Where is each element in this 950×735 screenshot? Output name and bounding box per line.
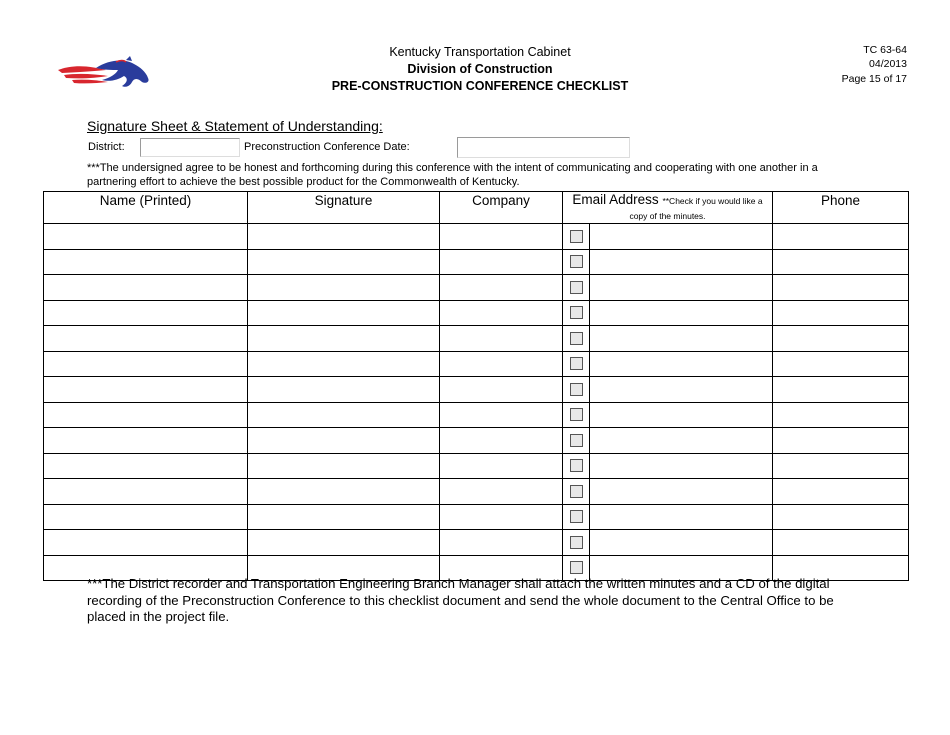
table-row: [44, 351, 909, 377]
table-row: [44, 428, 909, 454]
name-cell[interactable]: [44, 402, 248, 428]
signature-cell[interactable]: [248, 504, 440, 530]
email-cell[interactable]: [590, 504, 773, 530]
phone-cell[interactable]: [773, 453, 909, 479]
copy-minutes-checkbox[interactable]: [570, 306, 583, 319]
name-cell[interactable]: [44, 530, 248, 556]
table-row: [44, 249, 909, 275]
table-row: [44, 479, 909, 505]
copy-minutes-checkbox-cell: [563, 453, 590, 479]
copy-minutes-checkbox-cell: [563, 275, 590, 301]
copy-minutes-checkbox-cell: [563, 300, 590, 326]
copy-minutes-checkbox[interactable]: [570, 434, 583, 447]
company-cell[interactable]: [440, 275, 563, 301]
agreement-statement: ***The undersigned agree to be honest and forthcoming during this conference with the intent of communicating and cooperating with one another in a partnering effort to achieve the best possible product for the Commonwealth of Kentucky.: [87, 162, 818, 188]
email-header-note: **Check if you would like a copy of the minutes.: [629, 196, 763, 221]
division-name: Division of Construction: [407, 62, 553, 76]
name-cell[interactable]: [44, 504, 248, 530]
name-cell[interactable]: [44, 351, 248, 377]
name-cell[interactable]: [44, 224, 248, 250]
signature-cell[interactable]: [248, 428, 440, 454]
table-row: [44, 224, 909, 250]
signature-cell[interactable]: [248, 326, 440, 352]
table-row: [44, 275, 909, 301]
district-label: District:: [88, 141, 125, 153]
name-cell[interactable]: [44, 479, 248, 505]
column-header-phone: Phone: [773, 192, 909, 224]
signature-cell[interactable]: [248, 275, 440, 301]
signature-cell[interactable]: [248, 377, 440, 403]
table-row: [44, 300, 909, 326]
name-cell[interactable]: [44, 326, 248, 352]
phone-cell[interactable]: [773, 530, 909, 556]
phone-cell[interactable]: [773, 479, 909, 505]
phone-cell[interactable]: [773, 326, 909, 352]
email-cell[interactable]: [590, 402, 773, 428]
company-cell[interactable]: [440, 402, 563, 428]
agency-name: Kentucky Transportation Cabinet: [389, 45, 571, 59]
copy-minutes-checkbox[interactable]: [570, 485, 583, 498]
table-row: [44, 326, 909, 352]
conference-date-input[interactable]: [457, 137, 630, 158]
email-cell[interactable]: [590, 275, 773, 301]
email-cell[interactable]: [590, 249, 773, 275]
copy-minutes-checkbox[interactable]: [570, 230, 583, 243]
signature-cell[interactable]: [248, 453, 440, 479]
copy-minutes-checkbox-cell: [563, 224, 590, 250]
phone-cell[interactable]: [773, 275, 909, 301]
name-cell[interactable]: [44, 249, 248, 275]
company-cell[interactable]: [440, 479, 563, 505]
kytc-logo-icon: [56, 56, 154, 92]
company-cell[interactable]: [440, 428, 563, 454]
phone-cell[interactable]: [773, 402, 909, 428]
copy-minutes-checkbox[interactable]: [570, 561, 583, 574]
copy-minutes-checkbox-cell: [563, 402, 590, 428]
email-cell[interactable]: [590, 530, 773, 556]
table-header-row: [44, 192, 909, 224]
email-cell[interactable]: [590, 351, 773, 377]
form-title: PRE-CONSTRUCTION CONFERENCE CHECKLIST: [331, 79, 629, 93]
copy-minutes-checkbox-cell: [563, 351, 590, 377]
form-number: TC 63-64: [863, 44, 907, 56]
copy-minutes-checkbox[interactable]: [570, 459, 583, 472]
name-cell[interactable]: [44, 300, 248, 326]
table-row: [44, 377, 909, 403]
section-title: Signature Sheet & Statement of Understanding:: [87, 118, 383, 134]
phone-cell[interactable]: [773, 428, 909, 454]
name-cell[interactable]: [44, 453, 248, 479]
company-cell[interactable]: [440, 504, 563, 530]
column-header-name: Name (Printed): [44, 192, 248, 224]
column-header-signature: Signature: [248, 192, 440, 224]
copy-minutes-checkbox-cell: [563, 530, 590, 556]
copy-minutes-checkbox[interactable]: [570, 408, 583, 421]
company-cell[interactable]: [440, 300, 563, 326]
email-cell[interactable]: [590, 479, 773, 505]
email-cell[interactable]: [590, 428, 773, 454]
company-cell[interactable]: [440, 326, 563, 352]
signature-table: [43, 191, 909, 581]
copy-minutes-checkbox-cell: [563, 504, 590, 530]
signature-cell[interactable]: [248, 249, 440, 275]
phone-cell[interactable]: [773, 377, 909, 403]
phone-cell[interactable]: [773, 351, 909, 377]
signature-cell[interactable]: [248, 224, 440, 250]
signature-cell[interactable]: [248, 479, 440, 505]
copy-minutes-checkbox-cell: [563, 479, 590, 505]
company-cell[interactable]: [440, 453, 563, 479]
column-header-email: [563, 192, 773, 224]
copy-minutes-checkbox-cell: [563, 249, 590, 275]
name-cell[interactable]: [44, 428, 248, 454]
email-cell[interactable]: [590, 326, 773, 352]
email-header-label: Email Address: [572, 192, 659, 207]
email-cell[interactable]: [590, 224, 773, 250]
table-row: [44, 402, 909, 428]
name-cell[interactable]: [44, 275, 248, 301]
phone-cell[interactable]: [773, 504, 909, 530]
copy-minutes-checkbox[interactable]: [570, 510, 583, 523]
email-cell[interactable]: [590, 453, 773, 479]
signature-cell[interactable]: [248, 402, 440, 428]
copy-minutes-checkbox[interactable]: [570, 383, 583, 396]
table-row: [44, 453, 909, 479]
copy-minutes-checkbox[interactable]: [570, 332, 583, 345]
company-cell[interactable]: [440, 377, 563, 403]
company-cell[interactable]: [440, 351, 563, 377]
copy-minutes-checkbox-cell: [563, 428, 590, 454]
company-cell[interactable]: [440, 530, 563, 556]
phone-cell[interactable]: [773, 224, 909, 250]
page-number: Page 15 of 17: [841, 73, 907, 85]
signature-table-body: [44, 224, 909, 581]
conference-date-label: Preconstruction Conference Date:: [244, 141, 410, 153]
signature-cell[interactable]: [248, 530, 440, 556]
email-cell[interactable]: [590, 300, 773, 326]
phone-cell[interactable]: [773, 249, 909, 275]
column-header-company: Company: [440, 192, 563, 224]
signature-cell[interactable]: [248, 351, 440, 377]
phone-cell[interactable]: [773, 300, 909, 326]
footer-note: ***The District recorder and Transportation Engineering Branch Manager shall attach the written minutes and a CD of the digital recording of the Preconstruction Conference to this checklist document and send the whole document to the Central Office to be placed in the project file.: [87, 576, 834, 624]
form-revision-date: 04/2013: [869, 58, 907, 70]
email-cell[interactable]: [590, 377, 773, 403]
copy-minutes-checkbox[interactable]: [570, 255, 583, 268]
copy-minutes-checkbox[interactable]: [570, 536, 583, 549]
table-row: [44, 530, 909, 556]
copy-minutes-checkbox-cell: [563, 377, 590, 403]
copy-minutes-checkbox-cell: [563, 326, 590, 352]
copy-minutes-checkbox[interactable]: [570, 357, 583, 370]
signature-cell[interactable]: [248, 300, 440, 326]
company-cell[interactable]: [440, 224, 563, 250]
table-row: [44, 504, 909, 530]
company-cell[interactable]: [440, 249, 563, 275]
name-cell[interactable]: [44, 377, 248, 403]
district-input[interactable]: [140, 138, 240, 157]
copy-minutes-checkbox[interactable]: [570, 281, 583, 294]
